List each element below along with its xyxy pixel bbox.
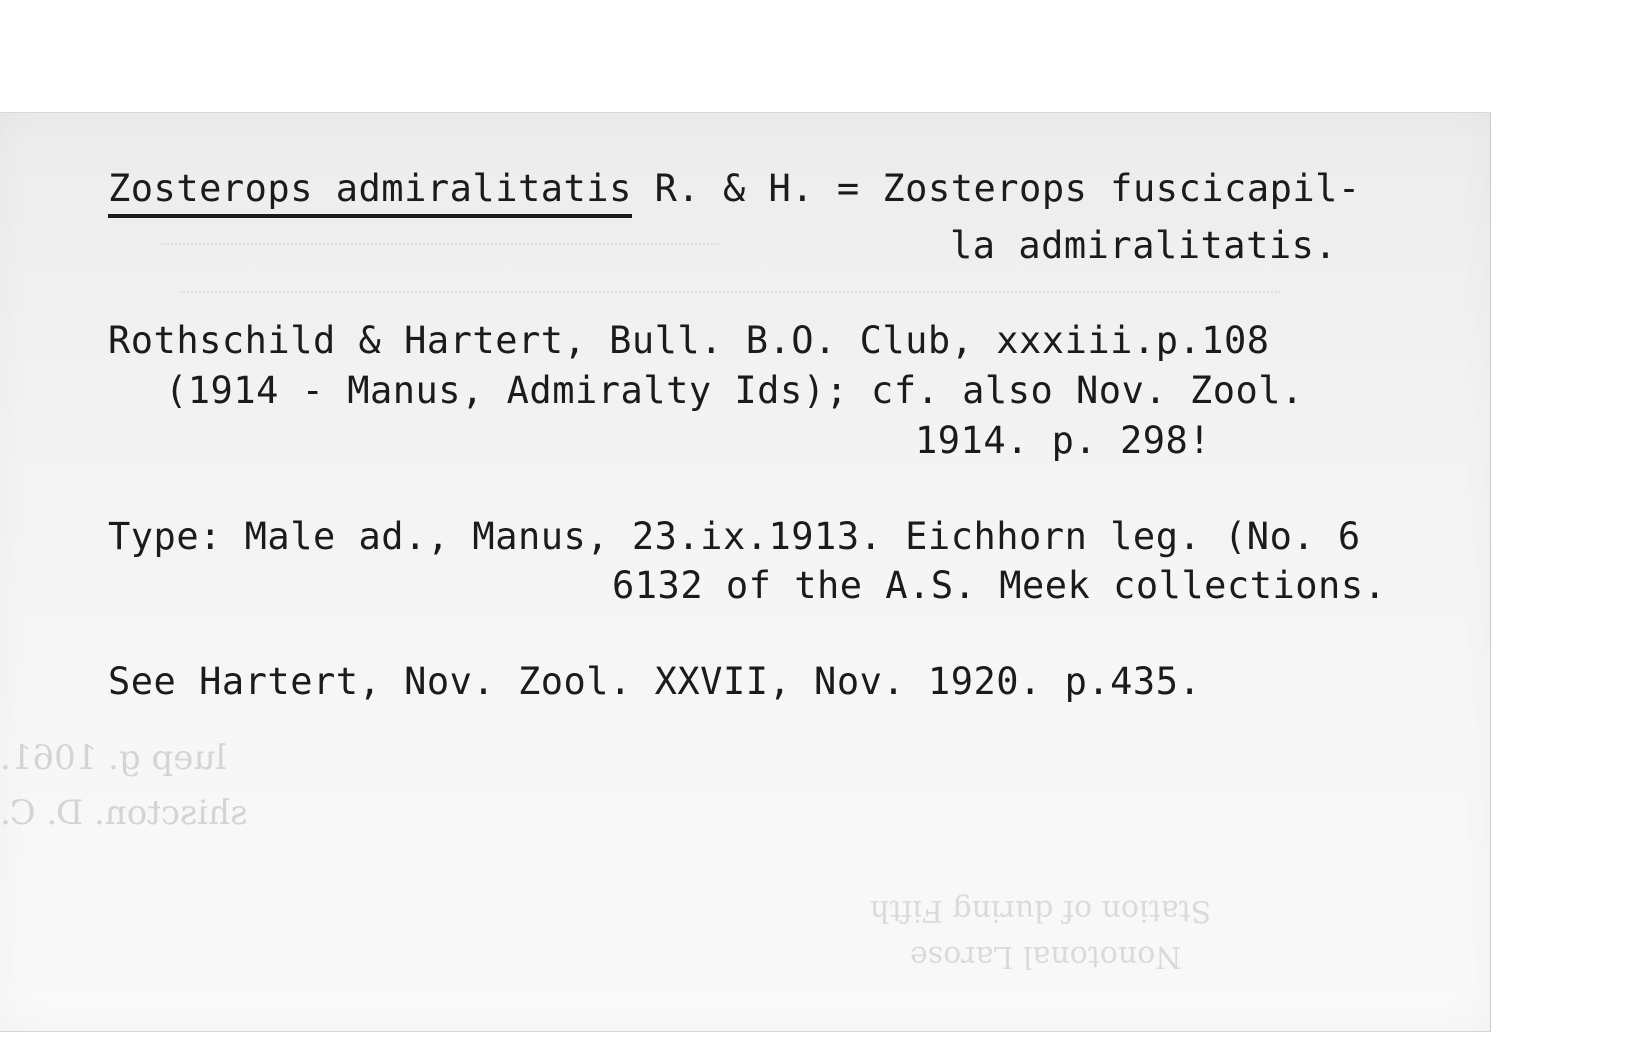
reference-line-3: 1914. p. 298! [915, 419, 1212, 462]
faint-rule [160, 243, 720, 246]
bleed-through-text: Nonotonal Larose [910, 939, 1182, 974]
type-specimen-line-2: 6132 of the A.S. Meek collections. [612, 564, 1387, 607]
synonym-name: Zosterops fuscicapil- [882, 167, 1361, 210]
reference-line-1: Rothschild & Hartert, Bull. B.O. Club, xxxiii.p.108 [108, 319, 1270, 362]
type-specimen-line-1: Type: Male ad., Manus, 23.ix.1913. Eichhorn leg. (No. 6 [108, 515, 1361, 558]
species-authors: R. & H. = [654, 167, 860, 210]
card-heading [108, 167, 1361, 210]
bleed-through-text: shiscton. D. C. [0, 793, 248, 833]
reference-line-2: (1914 - Manus, Admiralty Ids); cf. also Nov. Zool. [165, 369, 1304, 412]
bleed-through-text: Station of during Fifth [870, 893, 1212, 928]
faint-rule [180, 291, 1280, 294]
synonym-name-continued: la admiralitatis. [950, 224, 1338, 267]
see-also-reference: See Hartert, Nov. Zool. XXVII, Nov. 1920. p.435. [108, 660, 1202, 703]
bleed-through-text: luep g. 1061. [0, 738, 227, 778]
species-name: Zosterops admiralitatis [108, 167, 632, 218]
